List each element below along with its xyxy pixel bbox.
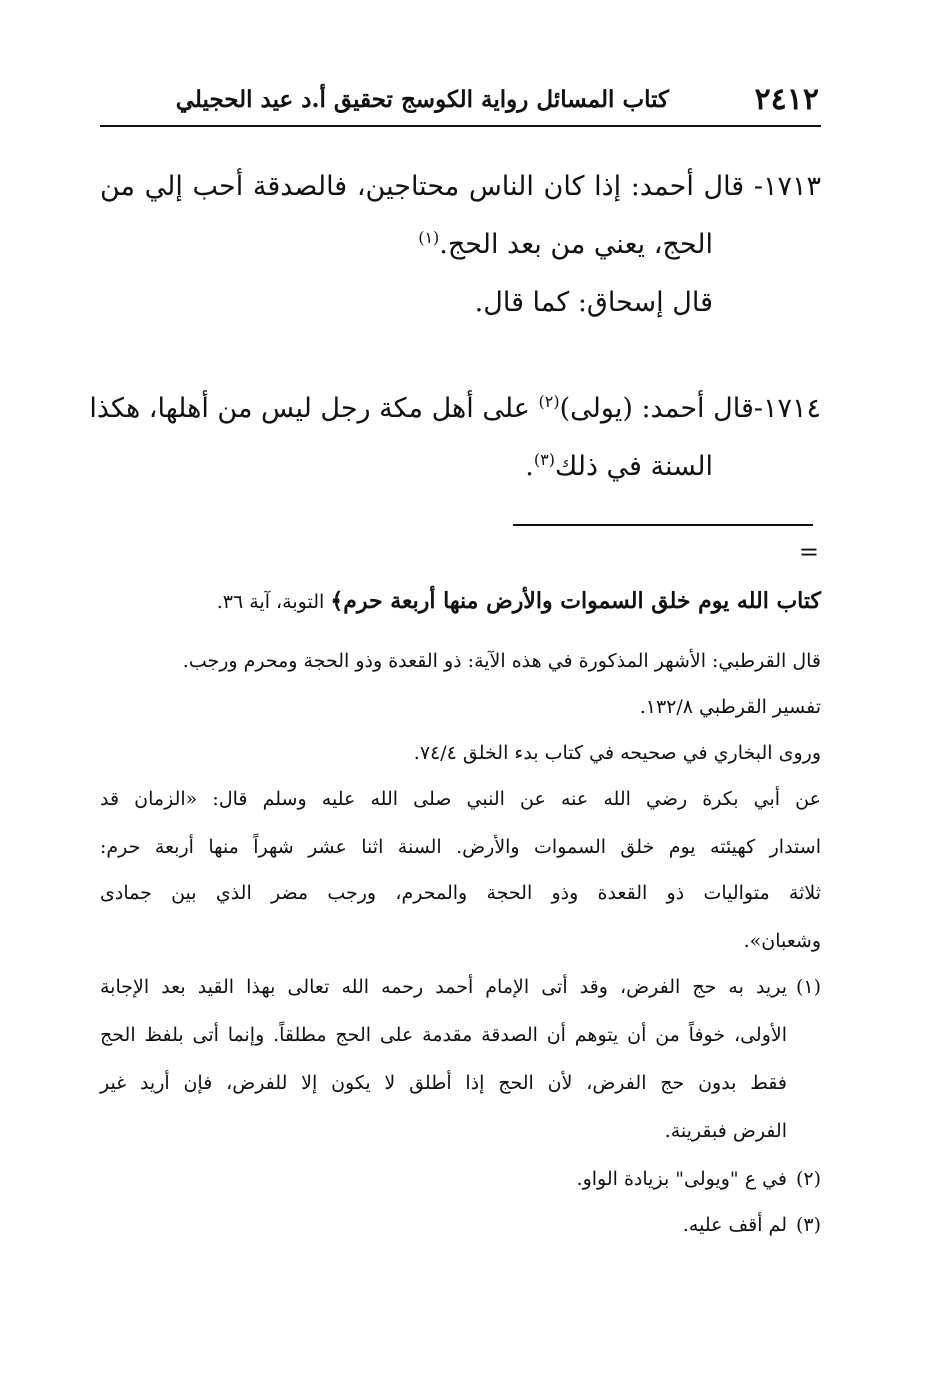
entry-1713-line-1: ١٧١٣- قال أحمد: إذا كان الناس محتاجين، فالصدقة أحب إلي من [100,171,821,202]
commentary-line-8: وشعبان». [743,930,821,952]
footnote-ref-3: (٣) [533,450,555,469]
commentary-line-5: عن أبي بكرة رضي الله عنه عن النبي صلى الله عليه وسلم قال: «الزمان قد [100,788,821,810]
footnote-3-number: (٣) [795,1214,821,1236]
footnote-1-number: (١) [795,976,821,998]
continuation-mark: = [798,538,819,566]
commentary [100,0,821,1376]
commentary-line-3: تفسير القرطبي ١٣٢/٨. [639,696,821,718]
commentary-line-2: قال القرطبي: الأشهر المذكورة في هذه الآية: ذو القعدة وذو الحجة ومحرم ورجب. [182,650,821,672]
entry-1714-line-2-a: السنة في ذلك [554,451,713,482]
running-title: كتاب المسائل رواية الكوسج تحقيق أ.د عيد الحجيلي [175,86,669,113]
entry-1714-line-1-b: على أهل مكة رجل ليس من أهلها، هكذا [89,393,539,424]
commentary-line-6: استدار كهيئته يوم خلق السموات والأرض. السنة اثنا عشر شهراً منها أربعة حرم: [100,836,821,858]
page-number: ٢٤١٢ [754,82,819,117]
footnote-1-line-1: يريد به حج الفرض، وقد أتى الإمام أحمد رحمه الله تعالى بهذا القيد بعد الإجابة [100,976,787,998]
quran-verse: كتاب الله يوم خلق السموات والأرض منها أربعة حرم﴾ [330,588,821,614]
footnote-ref-1: (١) [418,228,440,247]
entry-1713-line-3: قال إسحاق: كما قال. [474,287,713,318]
footnote-2-number: (٢) [795,1168,821,1190]
entry-1713-line-2-text: الحج، يعني من بعد الحج. [439,229,713,260]
footnote-1-line-3: فقط بدون حج الفرض، لأن الحج إذا أطلق لا يكون إلا للفرض، فإن أريد غير [100,1072,787,1094]
entry-1714-line-1-a: ١٧١٤-قال أحمد: (يولى) [559,393,821,424]
footnote-1 [100,976,821,1156]
footnote-ref-2: (٢) [538,392,560,411]
footnote-1-line-2: الأولى، خوفاً من أن يتوهم أن الصدقة مقدمة على الحج مطلقاً. وإنما أتى بلفظ الحج [100,1024,787,1046]
footnote-2-line-1: في ع "ويولى" بزيادة الواو. [576,1168,787,1190]
entry-1714-line-2-b: . [525,451,534,482]
commentary-verse-line [100,588,821,614]
footnote-3-line-1: لم أقف عليه. [682,1214,787,1236]
verse-source: التوبة، آية ٣٦. [216,591,331,613]
footnote-1-line-4: الفرض فبقرينة. [664,1120,787,1142]
commentary-line-4: وروى البخاري في صحيحه في كتاب بدء الخلق ٧٤/٤. [413,742,821,764]
commentary-line-7: ثلاثة متواليات ذو القعدة وذو الحجة والمحرم، ورجب مضر الذي بين جمادى [100,882,821,904]
